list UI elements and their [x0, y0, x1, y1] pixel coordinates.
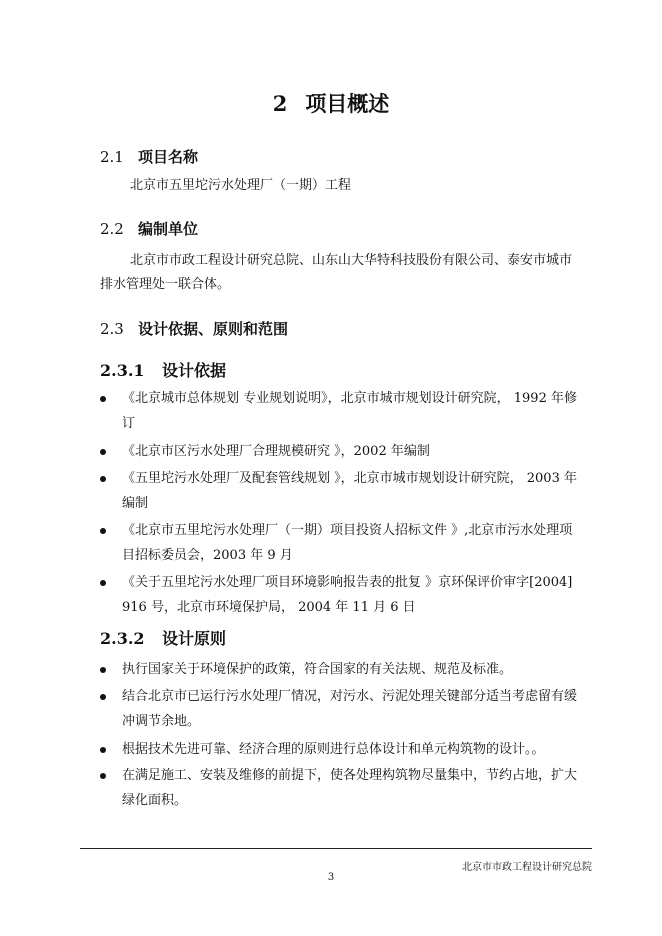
- bullet-icon: [100, 476, 106, 482]
- section-title: 设计依据、原则和范围: [138, 320, 289, 338]
- section-number: 2.3: [100, 320, 124, 338]
- footer-organization: 北京市市政工程设计研究总院: [462, 862, 592, 873]
- list-item-line: 订: [122, 416, 136, 431]
- list-item-line: 编制: [122, 496, 149, 511]
- bullet-icon: [100, 694, 106, 700]
- section-number: 2.1: [100, 148, 124, 166]
- chapter-title-text: 项目概述: [305, 91, 390, 116]
- list-item-line: 冲调节余地。: [122, 714, 201, 729]
- bullet-icon: [100, 667, 106, 673]
- section-title: 项目名称: [138, 148, 199, 166]
- section-2-1-heading: [100, 146, 198, 167]
- footer-divider: [80, 848, 592, 849]
- list-item-line: 《北京市区污水处理厂合理规模研究 》，2002 年编制: [122, 444, 430, 459]
- section-number: 2.2: [100, 220, 124, 238]
- section-2-1-body: 北京市五里坨污水处理厂（一期）工程: [130, 178, 352, 193]
- section-2-2-body-line1: 北京市市政工程设计研究总院、山东山大华特科技股份有限公司、泰安市城市: [130, 253, 573, 268]
- section-2-3-1-heading: [100, 358, 226, 381]
- bullet-icon: [100, 396, 106, 402]
- bullet-icon: [100, 773, 106, 779]
- list-item-line: 根据技术先进可靠、经济合理的原则进行总体设计和单元构筑物的设计。。: [122, 742, 545, 757]
- bullet-icon: [100, 747, 106, 753]
- list-item-line: 《五里坨污水处理厂及配套管线规划 》，北京市城市规划设计研究院， 2003 年: [122, 471, 577, 486]
- list-item-line: 《北京城市总体规划 专业规划说明》，北京市城市规划设计研究院， 1992 年修: [122, 391, 577, 406]
- bullet-icon: [100, 580, 106, 586]
- section-2-2-heading: [100, 218, 198, 239]
- bullet-icon: [100, 528, 106, 534]
- chapter-title: [0, 88, 662, 118]
- bullet-icon: [100, 449, 106, 455]
- section-2-3-heading: [100, 318, 288, 339]
- list-item-line: 绿化面积。: [122, 793, 188, 808]
- list-item-line: 916 号，北京市环境保护局， 2004 年 11 月 6 日: [122, 600, 416, 615]
- section-title: 编制单位: [138, 220, 199, 238]
- page-number: 3: [327, 872, 335, 883]
- chapter-number: 2: [272, 91, 288, 116]
- list-item-line: 《北京市五里坨污水处理厂（一期）项目投资人招标文件 》,北京市污水处理项: [122, 523, 573, 538]
- section-2-3-2-heading: [100, 626, 226, 649]
- list-item-line: 执行国家关于环境保护的政策，符合国家的有关法规、规范及标准。: [122, 662, 513, 677]
- list-item-line: 结合北京市已运行污水处理厂情况，对污水、污泥处理关键部分适当考虑留有缓: [122, 689, 578, 704]
- list-item-line: 目招标委员会，2003 年 9 月: [122, 548, 293, 563]
- section-title: 设计依据: [162, 361, 227, 380]
- section-title: 设计原则: [162, 629, 227, 648]
- list-item-line: 在满足施工、安装及维修的前提下，使各处理构筑物尽量集中，节约占地，扩大: [122, 768, 578, 783]
- section-2-2-body-line2: 排水管理处一联合体。: [100, 277, 231, 292]
- section-number: 2.3.1: [100, 361, 145, 380]
- section-number: 2.3.2: [100, 629, 145, 648]
- list-item-line: 《关于五里坨污水处理厂项目环境影响报告表的批复 》京环保评价审字[2004]: [122, 575, 573, 590]
